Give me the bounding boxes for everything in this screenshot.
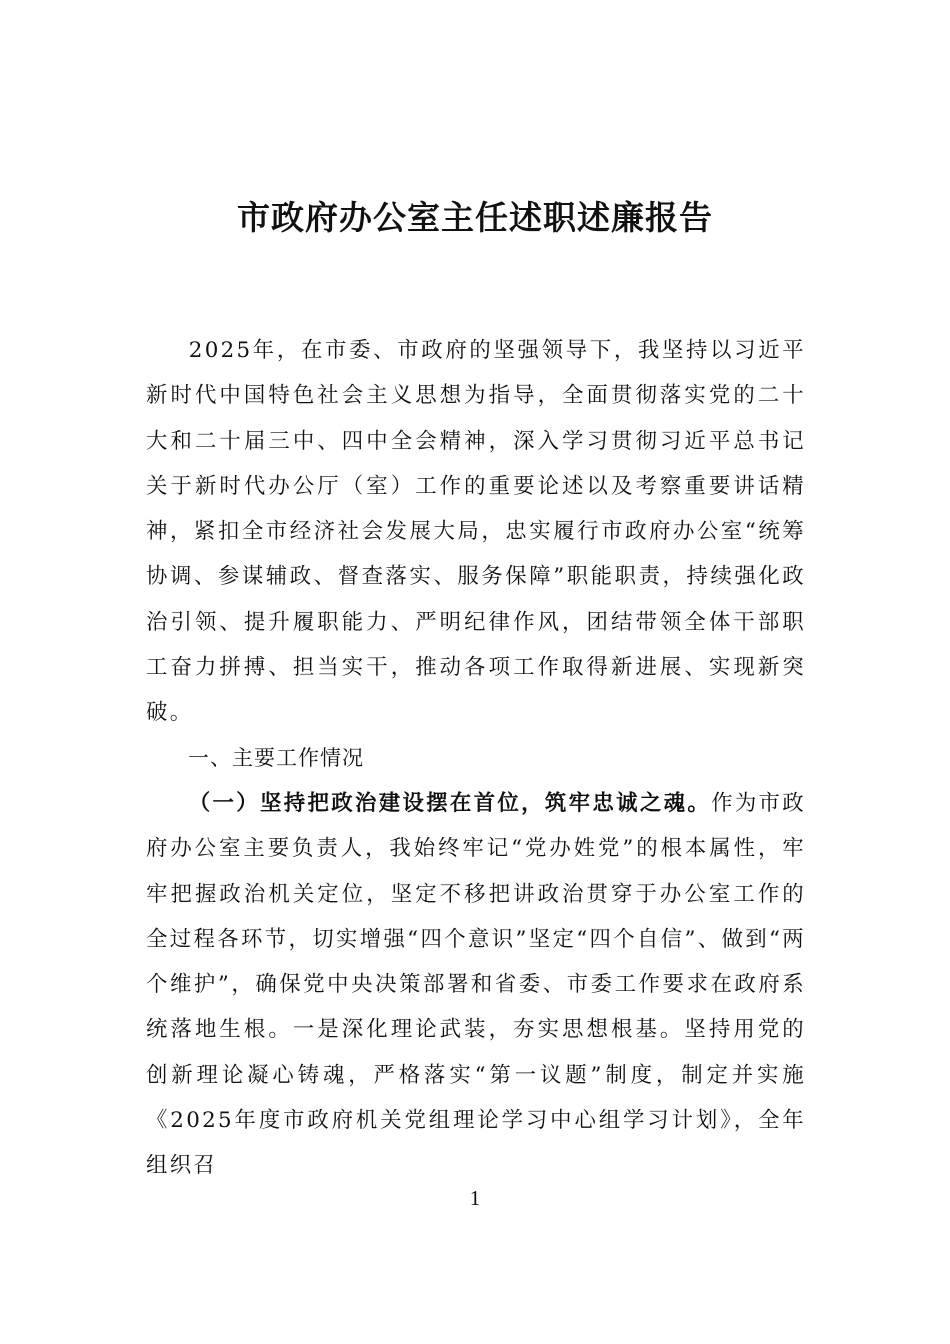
subsection-heading: （一）坚持把政治建设摆在首位，筑牢忠诚之魂。 [188,790,712,816]
document-body [146,328,806,1189]
document-title: 市政府办公室主任述职述廉报告 [237,198,713,237]
subsection-paragraph [146,781,806,1189]
section-heading: 一、主要工作情况 [188,745,364,770]
page-number: 1 [469,1186,481,1210]
intro-paragraph: 2025年，在市委、市政府的坚强领导下，我坚持以习近平新时代中国特色社会主义思想为指导，全面贯彻落实党的二十大和二十届三中、四中全会精神，深入学习贯彻习近平总书记关于新时代办公厅（室）工作的重要论述以及考察重要讲话精神，紧扣全市经济社会发展大局，忠实履行市政府办公室“统筹协调、参谋辅政、督查落实、服务保障”职能职责，持续强化政治引领、提升履职能力、严明纪律作风，团结带领全体干部职工奋力拼搏、担当实干，推动各项工作取得新进展、实现新突破。 [146,338,806,726]
subsection-body: 作为市政府办公室主要负责人，我始终牢记“党办姓党”的根本属性，牢牢把握政治机关定位，坚定不移把讲政治贯穿于办公室工作的全过程各环节，切实增强“四个意识”坚定“四个自信”、做到“两个维护”，确保党中央决策部署和省委、市委工作要求在政府系统落地生根。一是深化理论武装，夯实思想根基。坚持用党的创新理论凝心铸魂，严格落实“第一议题”制度，制定并实施《2025年度市政府机关党组理论学习中心组学习计划》，全年组织召 [146,790,806,1179]
